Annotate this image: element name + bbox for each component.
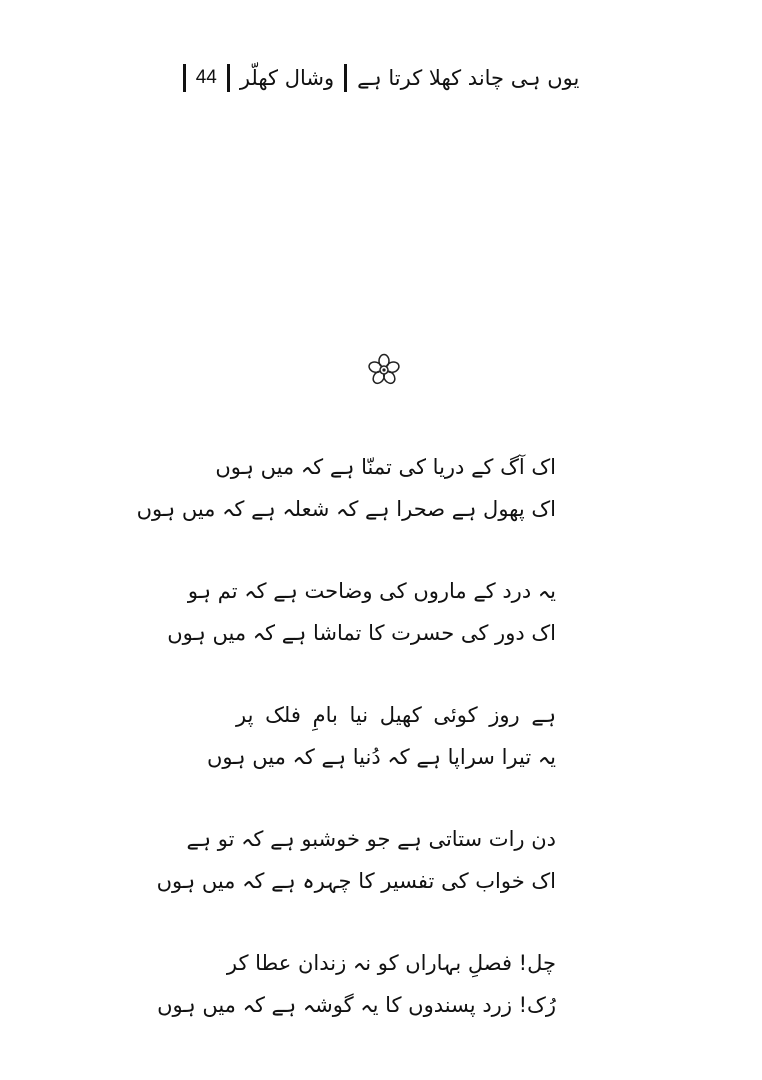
verse-line: یہ تیرا سراپا ہے کہ دُنیا ہے کہ میں ہوں [207,745,556,769]
stanza-4 [156,818,556,902]
author-name: وشال کھلّر [239,66,335,90]
stanza-3 [207,694,556,778]
verse-line: رُک! زرد پسندوں کا یہ گوشہ ہے کہ میں ہوں [157,993,556,1017]
verse-line: اک خواب کی تفسیر کا چہرہ ہے کہ میں ہوں [156,869,556,893]
verse-line: چل! فصلِ بہاراں کو نہ زندان عطا کر [226,951,556,975]
page-number: 44 [195,67,217,88]
flower-ornament-icon [366,352,402,388]
stanza-1 [136,446,556,530]
book-title: یوں ہی چاند کھلا کرتا ہے [357,66,580,90]
verse-line: دن رات ستاتی ہے جو خوشبو ہے کہ تو ہے [186,827,556,851]
header-content [183,64,580,92]
header-divider [344,64,347,92]
verse-line: اک دور کی حسرت کا تماشا ہے کہ میں ہوں [167,621,556,645]
header-divider [227,64,230,92]
poem [136,446,556,1066]
stanza-5 [157,942,556,1026]
stanza-2 [167,570,556,654]
verse-line: اک پھول ہے صحرا ہے کہ شعلہ ہے کہ میں ہوں [136,497,556,521]
verse-line: یہ درد کے ماروں کی وضاحت ہے کہ تم ہو [187,579,556,603]
running-header [0,56,762,100]
verse-line: اک آگ کے دریا کی تمنّا ہے کہ میں ہوں [215,455,556,479]
verse-line: ہے روز کوئی کھیل نیا بامِ فلک پر [236,703,556,727]
header-divider [183,64,186,92]
